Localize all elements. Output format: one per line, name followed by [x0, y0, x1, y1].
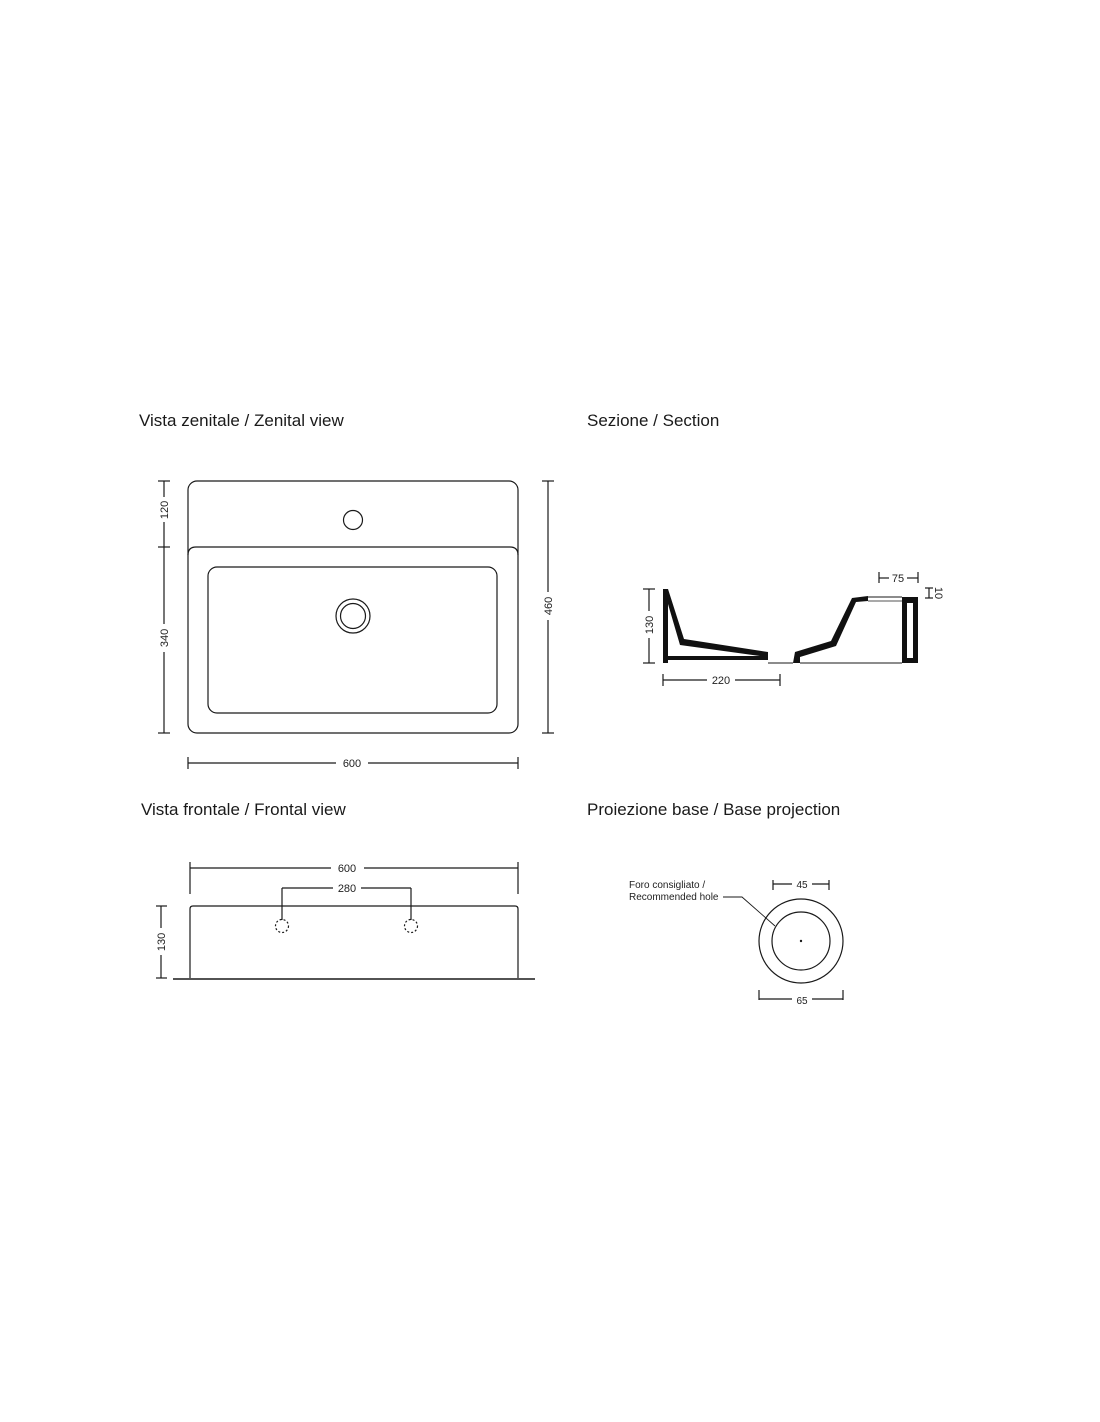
zenital-depth-label: 460 — [543, 596, 555, 616]
zenital-view — [158, 481, 554, 769]
base-inner-label: 45 — [796, 880, 808, 891]
basin-bowl — [208, 567, 497, 713]
drain-inner — [341, 604, 366, 629]
frontal-width-label: 600 — [337, 863, 357, 875]
section-rim-post-inner — [907, 603, 913, 658]
basin-outline — [188, 481, 518, 733]
frontal-body — [190, 906, 518, 978]
base-projection — [723, 880, 843, 1000]
zenital-view-title: Vista zenitale / Zenital view — [139, 411, 344, 430]
zenital-basin-label: 340 — [159, 628, 171, 648]
basin-deck-line — [188, 547, 518, 555]
base-center-point — [800, 940, 801, 941]
frontal-view-title: Vista frontale / Frontal view — [141, 800, 346, 819]
frontal-height-label: 130 — [156, 932, 168, 952]
section-rim-label: 75 — [891, 573, 905, 585]
section-rim-thickness-dimension — [925, 588, 933, 598]
base-outer-label: 65 — [796, 996, 808, 1007]
base-note-line-1: Foro consigliato / — [629, 880, 706, 891]
zenital-top-band-label: 120 — [159, 500, 171, 520]
frontal-hole-left — [276, 920, 289, 933]
base-leader-line — [723, 897, 775, 926]
section-profile-right — [793, 596, 868, 663]
section-bottom-label: 220 — [711, 675, 731, 687]
frontal-hole-right — [405, 920, 418, 933]
frontal-view — [156, 862, 535, 979]
tap-hole — [344, 511, 363, 530]
section-rim-thickness-label: 10 — [932, 586, 944, 600]
zenital-width-label: 600 — [342, 758, 362, 770]
base-note-line-2: Recommended hole — [629, 892, 719, 903]
section-view-title: Sezione / Section — [587, 411, 720, 430]
section-height-label: 130 — [644, 615, 656, 635]
base-projection-title: Proiezione base / Base projection — [587, 800, 841, 819]
section-view — [643, 572, 933, 686]
frontal-holes-label: 280 — [337, 883, 357, 895]
